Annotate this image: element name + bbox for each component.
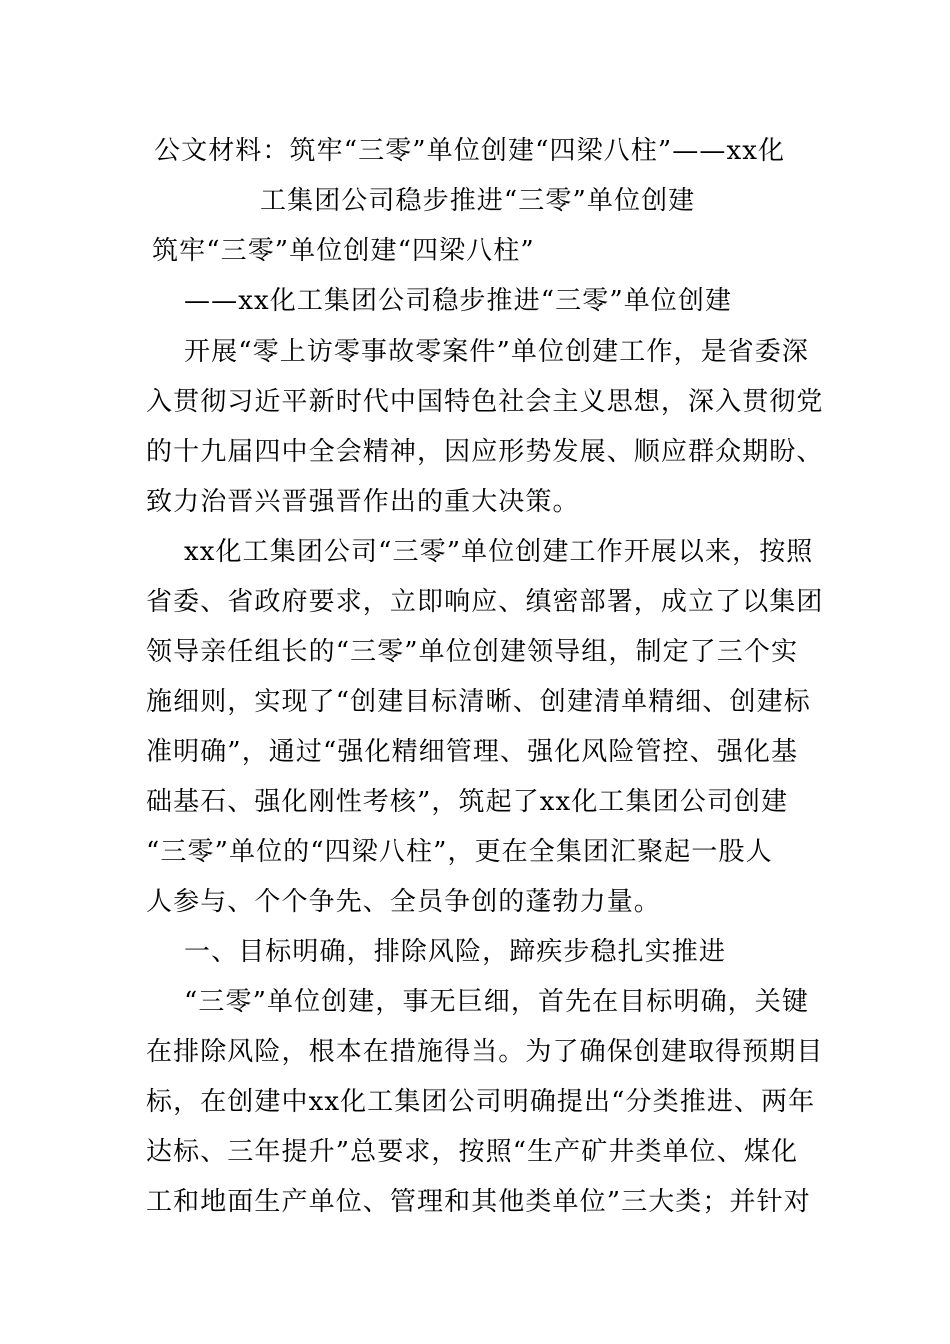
document-subheading: ——xx化工集团公司稳步推进“三零”单位创建 xyxy=(184,286,733,316)
paragraph-3-line: 在排除风险，根本在措施得当。为了确保创建取得预期目 xyxy=(146,1037,824,1067)
paragraph-2-line: 人参与、个个争先、全员争创的蓬勃力量。 xyxy=(146,887,661,917)
document-heading: 筑牢“三零”单位创建“四梁八柱” xyxy=(152,236,535,266)
paragraph-2-line: 领导亲任组长的“三零”单位创建领导组，制定了三个实 xyxy=(146,637,799,667)
paragraph-2-line: 准明确”，通过“强化精细管理、强化风险管控、强化基 xyxy=(146,737,799,767)
paragraph-1-line: 入贯彻习近平新时代中国特色社会主义思想，深入贯彻党 xyxy=(146,387,824,417)
paragraph-3-line: 达标、三年提升”总要求，按照“生产矿井类单位、煤化 xyxy=(146,1137,799,1167)
paragraph-2-line: 施细则，实现了“创建目标清晰、创建清单精细、创建标 xyxy=(146,687,811,717)
section-heading: 一、目标明确，排除风险，蹄疾步稳扎实推进 xyxy=(184,937,727,967)
paragraph-1-line: 开展“零上访零事故零案件”单位创建工作，是省委深 xyxy=(184,337,809,367)
paragraph-2-line: xx化工集团公司“三零”单位创建工作开展以来，按照 xyxy=(184,537,814,567)
paragraph-3-line: “三零”单位创建，事无巨细，首先在目标明确，关键 xyxy=(184,987,809,1017)
paragraph-3-line: 工和地面生产单位、管理和其他类单位”三大类；并针对 xyxy=(146,1187,811,1217)
paragraph-1-line: 的十九届四中全会精神，因应形势发展、顺应群众期盼、 xyxy=(146,437,824,467)
paragraph-2-line: 础基石、强化刚性考核”，筑起了xx化工集团公司创建 xyxy=(146,787,789,817)
paragraph-2-line: “三零”单位的“四梁八柱”，更在全集团汇聚起一股人 xyxy=(146,837,773,867)
paragraph-2-line: 省委、省政府要求，立即响应、缜密部署，成立了以集团 xyxy=(146,587,824,617)
paragraph-3-line: 标，在创建中xx化工集团公司明确提出“分类推进、两年 xyxy=(146,1087,816,1117)
document-title-line-1: 公文材料：筑牢“三零”单位创建“四梁八柱”——xx化 xyxy=(154,136,786,166)
paragraph-1-line: 致力治晋兴晋强晋作出的重大决策。 xyxy=(146,487,580,517)
document-title-line-2: 工集团公司稳步推进“三零”单位创建 xyxy=(260,186,696,216)
